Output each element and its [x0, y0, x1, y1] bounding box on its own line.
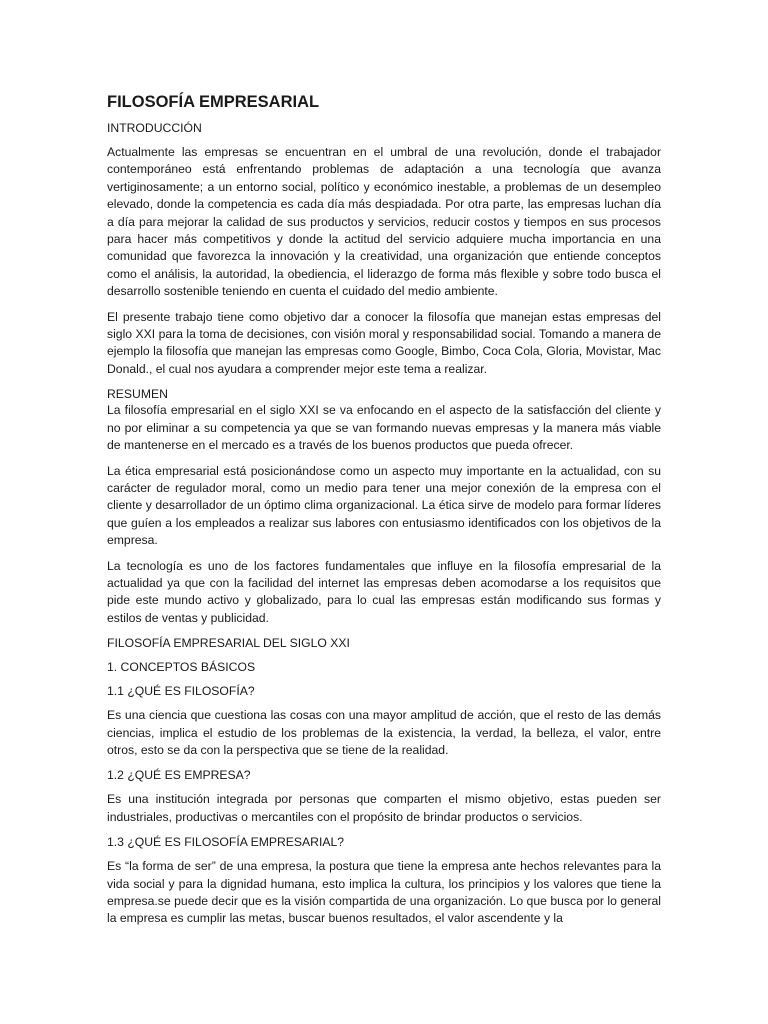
resumen-paragraph-1: La filosofía empresarial en el siglo XXI se va enfocando en el aspecto de la satisfacción del cliente y no por eliminar a su competencia ya que se van formando nuevas empresas y la manera más viable de mantenerse en el mercado es a través de los buenos productos que pueda ofrecer.	[107, 403, 661, 453]
question-2-heading: 1.2 ¿QUÉ ES EMPRESA?	[107, 768, 251, 783]
question-3-text: Es “la forma de ser” de una empresa, la postura que tiene la empresa ante hechos relevantes para la vida social y para la dignidad humana, esto implica la cultura, los principios y los valores que tiene la empresa.se puede decir que es la visión compartida de una organización. Lo que busca por lo general la empresa es cumplir las metas, buscar buenos resultados, el valor ascendente y la	[107, 859, 661, 926]
document-title: FILOSOFÍA EMPRESARIAL	[107, 93, 320, 111]
question-3-heading: 1.3 ¿QUÉ ES FILOSOFÍA EMPRESARIAL?	[107, 835, 345, 850]
resumen-paragraph-3: La tecnología es uno de los factores fundamentales que influye en la filosofía empresarial de la actualidad ya que con la facilidad del internet las empresas deben acomodarse a los requisitos que pide este mundo activo y globalizado, para lo cual las empresas están modificando sus formas y estilos de ventas y publicidad.	[107, 558, 661, 625]
question-1-text: Es una ciencia que cuestiona las cosas con una mayor amplitud de acción, que el resto de las demás ciencias, implica el estudio de los problemas de la existencia, la verdad, la belleza, el valor, entre otros, esto se da con la perspectiva que se tiene de la realidad.	[107, 708, 661, 757]
question-1-heading: 1.1 ¿QUÉ ES FILOSOFÍA?	[107, 684, 255, 699]
resumen-paragraph-2: La ética empresarial está posicionándose como un aspecto muy importante en la actualidad, con su carácter de regulador moral, como un medio para tener una mejor conexión de la empresa con el cliente y desarrollador de un óptimo clima organizacional. La ética sirve de modelo para formar líderes que guíen a los empleados a realizar sus labores con entusiasmo identificados con los objetivos de la empresa.	[107, 463, 661, 548]
introduccion-heading: INTRODUCCIÓN	[107, 121, 202, 135]
section-heading: FILOSOFÍA EMPRESARIAL DEL SIGLO XXI	[107, 636, 350, 651]
conceptos-heading: 1. CONCEPTOS BÁSICOS	[107, 660, 256, 675]
resumen-heading: RESUMEN	[107, 387, 168, 402]
intro-paragraph-2: El presente trabajo tiene como objetivo dar a conocer la filosofía que manejan estas empresas del siglo XXI para la toma de decisiones, con visión moral y responsabilidad social. Tomando a manera de ejemplo la filosofía que manejan las empresas como Google, Bimbo, Coca Cola, Gloria, Movistar, Mac Donald., el cual nos ayudara a comprender mejor este tema a realizar.	[107, 309, 661, 376]
intro-paragraph-1: Actualmente las empresas se encuentran en el umbral de una revolución, donde el trabajador contemporáneo está enfrentando problemas de adaptación a una tecnología que avanza vertiginosamente; a un entorno social, político y económico inestable, a problemas de un desempleo elevado, donde la competencia es cada día más despiadada. Por otra parte, las empresas luchan día a día para mejorar la calidad de sus productos y servicios, reducir costos y tiempos en sus procesos para hacer más competitivos y donde la actitud del servicio adquiere mucha importancia en una comunidad que favorezca la innovación y la creatividad, una organización que entiende conceptos como el análisis, la autoridad, la obediencia, el liderazgo de forma más flexible y sobre todo busca el desarrollo sostenible teniendo en cuenta el cuidado del medio ambiente.	[107, 145, 661, 299]
question-2-text: Es una institución integrada por personas que comparten el mismo objetivo, estas pueden ser industriales, productivas o mercantiles con el propósito de brindar productos o servicios.	[107, 792, 661, 824]
document-page	[107, 92, 661, 1024]
